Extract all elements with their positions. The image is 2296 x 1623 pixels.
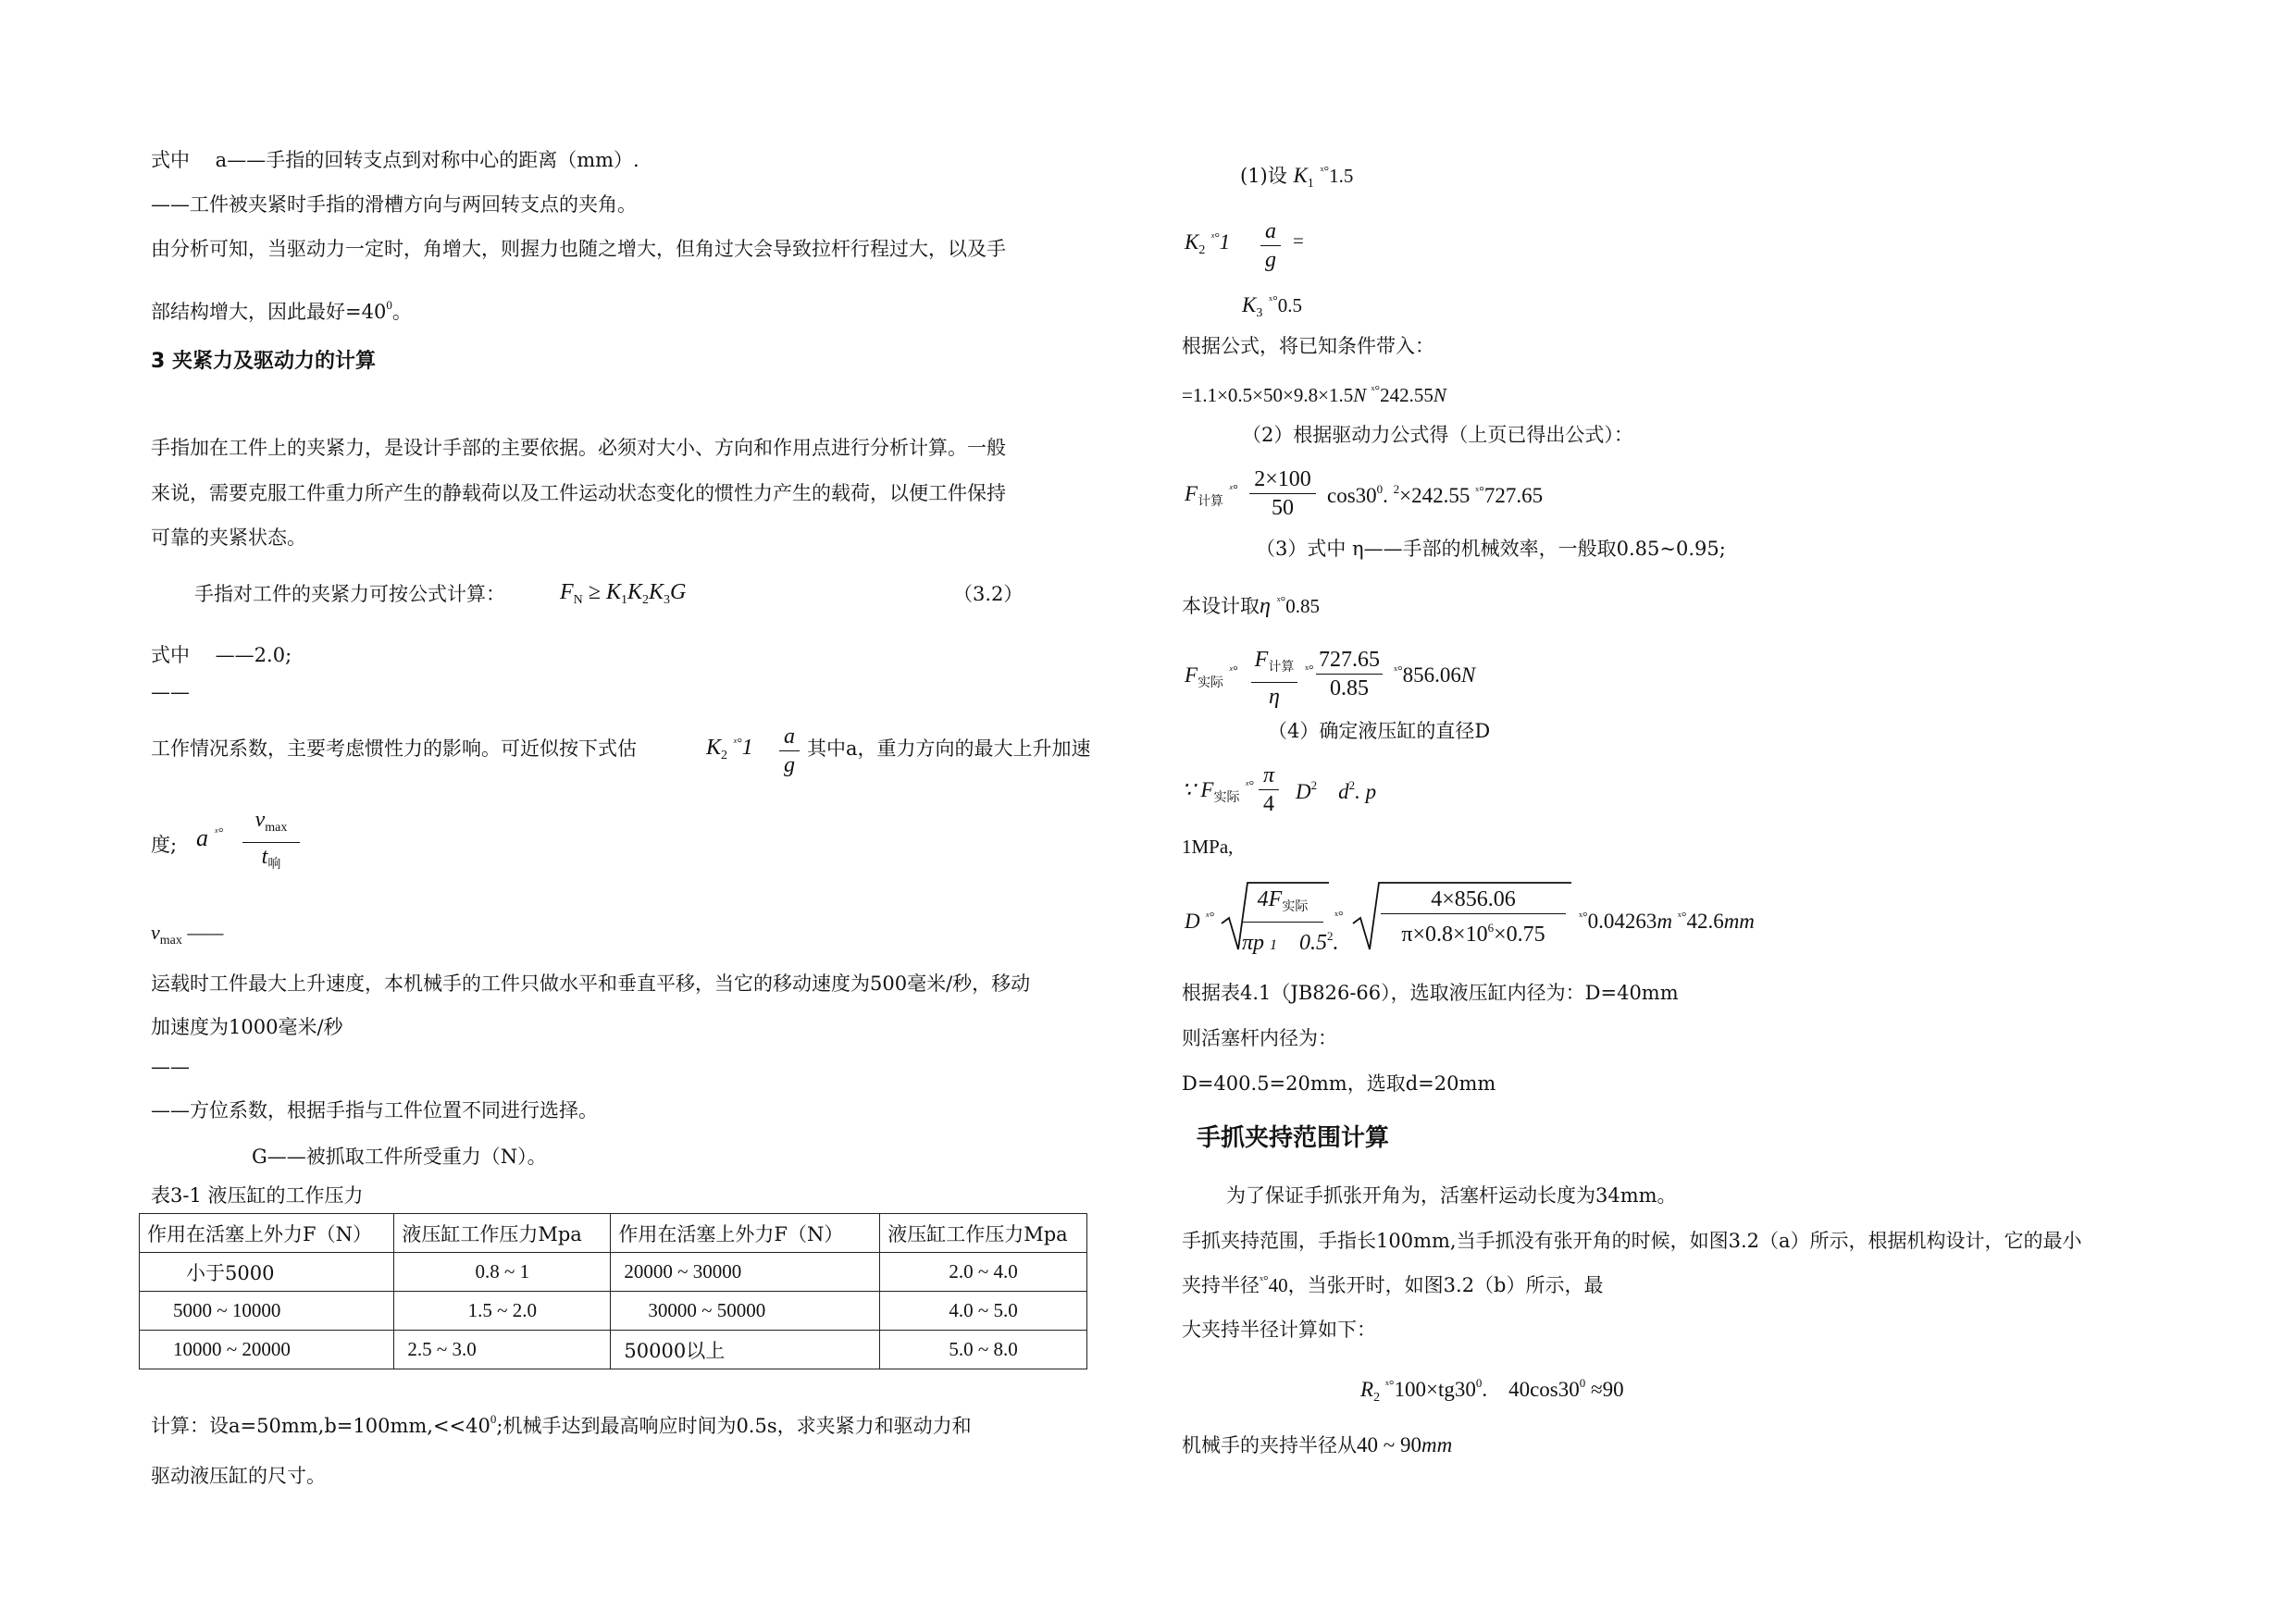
text-line: 度; bbox=[151, 834, 178, 856]
table-caption: 表3-1 液压缸的工作压力 bbox=[151, 1184, 364, 1207]
text-line: ——工件被夹紧时手指的滑槽方向与两回转支点的夹角。 bbox=[151, 193, 637, 216]
equals-sign: = bbox=[1293, 229, 1304, 252]
formula: $K_2$ $^{ˣ^\circ}$1 bbox=[1185, 230, 1231, 257]
table-row bbox=[140, 1331, 1087, 1369]
text-line: 可靠的夹紧状态。 bbox=[151, 527, 306, 549]
formula: =1.1×0.5×50×9.8×1.5N $^{ˣ^\circ}$242.55N bbox=[1182, 384, 1446, 406]
formula-number: （3.2） bbox=[953, 583, 1024, 605]
table-cell: 作用在活塞上外力F（N） bbox=[611, 1214, 880, 1253]
text-line: (1)设 $K_1$ $^{ˣ^\circ}$1.5 bbox=[1240, 164, 1354, 191]
text-line: 其中a，重力方向的最大上升加速 bbox=[807, 737, 1091, 760]
table-cell: 5.0 ~ 8.0 bbox=[880, 1331, 1087, 1369]
formula: $^{ˣ^\circ}$856.06N bbox=[1394, 663, 1476, 687]
fraction: $4F_{实际}$ πp 1 $0.5^2$. bbox=[1242, 887, 1339, 955]
text-line: （3）式中 η——手部的机械效率，一般取0.85~0.95; bbox=[1256, 538, 1726, 560]
section-heading: 3 夹紧力及驱动力的计算 bbox=[151, 350, 376, 373]
table-cell: 小于5000 bbox=[140, 1253, 394, 1292]
text-line: —— bbox=[151, 681, 190, 703]
formula: $^{ˣ^\circ}$0.04263m $^{ˣ^\circ}$42.6mm bbox=[1579, 910, 1755, 933]
fraction: 4×856.06 $\pi\times 0.8\times 10^6\times 0.75$ bbox=[1381, 886, 1566, 948]
formula: $D^2$ $d^2$. p bbox=[1296, 778, 1377, 803]
table-cell: 20000 ~ 30000 bbox=[611, 1253, 880, 1292]
formula: $R_2$ $^{ˣ^\circ}100\times tg30^0$. $40\cos 30^0 \approx 90$ bbox=[1360, 1376, 1624, 1405]
text-line: 手指对工件的夹紧力可按公式计算： bbox=[194, 583, 505, 605]
formula: $K_3$ $^{ˣ^\circ}$0.5 bbox=[1242, 293, 1302, 320]
formula: a $^{ˣ^\circ}$ bbox=[196, 824, 224, 851]
table-cell: 作用在活塞上外力F（N） bbox=[140, 1214, 394, 1253]
table-cell: 1.5 ~ 2.0 bbox=[394, 1292, 611, 1331]
section-heading: 手抓夹持范围计算 bbox=[1197, 1124, 1390, 1152]
text-line: 加速度为1000毫米/秒 bbox=[151, 1016, 343, 1038]
table-cell: 0.8 ~ 1 bbox=[394, 1253, 611, 1292]
formula: $F_N \ge K_1K_2K_3G$ bbox=[560, 580, 687, 607]
fraction: a g bbox=[779, 724, 800, 778]
text-line: —— bbox=[151, 1056, 190, 1078]
text-line: （4）确定液压缸的直径D bbox=[1268, 720, 1491, 742]
text-line: 驱动液压缸的尺寸。 bbox=[151, 1465, 326, 1487]
text-line: 机械手的夹持半径从40 ~ 90mm bbox=[1182, 1433, 1453, 1456]
text-line: 根据表4.1（JB826-66），选取液压缸内径为：D=40mm bbox=[1182, 982, 1679, 1004]
text-line: 计算：设$a=50mm,b=100mm,<<40^0$;机械手达到最高响应时间为0.5s，求夹紧力和驱动力和 bbox=[151, 1412, 972, 1437]
formula: $K_2$ $^{ˣ^\circ}$1 bbox=[706, 736, 753, 762]
text-line: 手抓夹持范围，手指长100mm,当手抓没有张开角的时候，如图3.2（a）所示，根据机构设计，它的最小 bbox=[1182, 1230, 2082, 1252]
table-cell: 液压缸工作压力Mpa bbox=[880, 1214, 1087, 1253]
fraction: 727.65 0.85 bbox=[1316, 647, 1383, 701]
text-line: 工作情况系数，主要考虑惯性力的影响。可近似按下式估 bbox=[151, 737, 637, 760]
text-line: 本设计取η $^{ˣ^\circ}$0.85 bbox=[1182, 594, 1320, 618]
text-line: 根据公式，将已知条件带入： bbox=[1182, 335, 1434, 357]
fraction: $v_{max}$ $t_响$ bbox=[242, 807, 300, 878]
table-cell: 30000 ~ 50000 bbox=[611, 1292, 880, 1331]
text-line: 来说，需要克服工件重力所产生的静载荷以及工件运动状态变化的惯性力产生的载荷，以便工件保持 bbox=[151, 482, 1006, 504]
formula: $v_{max}$ —— bbox=[151, 921, 224, 948]
table-header-row bbox=[140, 1214, 1087, 1253]
text-line: 部结构增大，因此最好$=40^0$。 bbox=[151, 298, 412, 323]
table-row bbox=[140, 1292, 1087, 1331]
text-line: 大夹持半径计算如下： bbox=[1182, 1319, 1376, 1341]
text-line: 夹持半径$^{ˣ^\circ}$40，当张开时，如图3.2（b）所示，最 bbox=[1182, 1274, 1604, 1296]
text-line: 式中 a——手指的回转支点到对称中心的距离（mm）. bbox=[151, 149, 639, 171]
text-line: D=400.5=20mm，选取d=20mm bbox=[1182, 1072, 1496, 1095]
table-cell: 50000以上 bbox=[611, 1331, 880, 1369]
formula: ∵ $F_{实际}$ $^{ˣ^\circ}$ bbox=[1182, 778, 1254, 805]
formula: $\cos 30^0$. $^2$×242.55 $^{ˣ^\circ}$727.65 bbox=[1327, 482, 1544, 507]
formula: $F_{计算}$ $^{ˣ^\circ}$ bbox=[1185, 482, 1238, 509]
table-cell: 10000 ~ 20000 bbox=[140, 1331, 394, 1369]
pressure-table bbox=[139, 1213, 1087, 1369]
text-line: 运载时工件最大上升速度，本机械手的工件只做水平和垂直平移，当它的移动速度为500毫米/秒，移动 bbox=[151, 973, 1031, 995]
fraction: 2×100 50 bbox=[1249, 466, 1316, 521]
table-cell: 5000 ~ 10000 bbox=[140, 1292, 394, 1331]
text-line: （2）根据驱动力公式得（上页已得出公式）： bbox=[1242, 424, 1633, 446]
table-cell: 2.5 ~ 3.0 bbox=[394, 1331, 611, 1369]
formula: D $^{ˣ^\circ}$ bbox=[1185, 910, 1214, 933]
text-line: 则活塞杆内径为： bbox=[1182, 1027, 1337, 1049]
approx-sign: ˣ° bbox=[1305, 663, 1314, 677]
table-cell: 2.0 ~ 4.0 bbox=[880, 1253, 1087, 1292]
text-line: 为了保证手抓张开角为，活塞杆运动长度为34mm。 bbox=[1226, 1184, 1677, 1207]
text-line: 手指加在工件上的夹紧力，是设计手部的主要依据。必须对大小、方向和作用点进行分析计算。一般 bbox=[151, 437, 1006, 459]
table-cell: 液压缸工作压力Mpa bbox=[394, 1214, 611, 1253]
text-line: 式中 ——2.0; bbox=[151, 644, 292, 666]
text-line: G——被抓取工件所受重力（N）。 bbox=[252, 1146, 547, 1168]
fraction: π 4 bbox=[1259, 762, 1279, 817]
fraction: $F_{计算}$ η bbox=[1251, 647, 1297, 710]
text-line: 由分析可知，当驱动力一定时，角增大，则握力也随之增大，但角过大会导致拉杆行程过大，以及手 bbox=[151, 238, 1006, 260]
table-row bbox=[140, 1253, 1087, 1292]
text-line: 1MPa, bbox=[1182, 836, 1234, 858]
fraction: a g bbox=[1260, 218, 1281, 273]
text-line: ——方位系数，根据手指与工件位置不同进行选择。 bbox=[151, 1099, 598, 1121]
table-cell: 4.0 ~ 5.0 bbox=[880, 1292, 1087, 1331]
approx-sign: ˣ° bbox=[1334, 910, 1344, 923]
formula: $F_{实际}$ $^{ˣ^\circ}$ bbox=[1185, 663, 1238, 690]
